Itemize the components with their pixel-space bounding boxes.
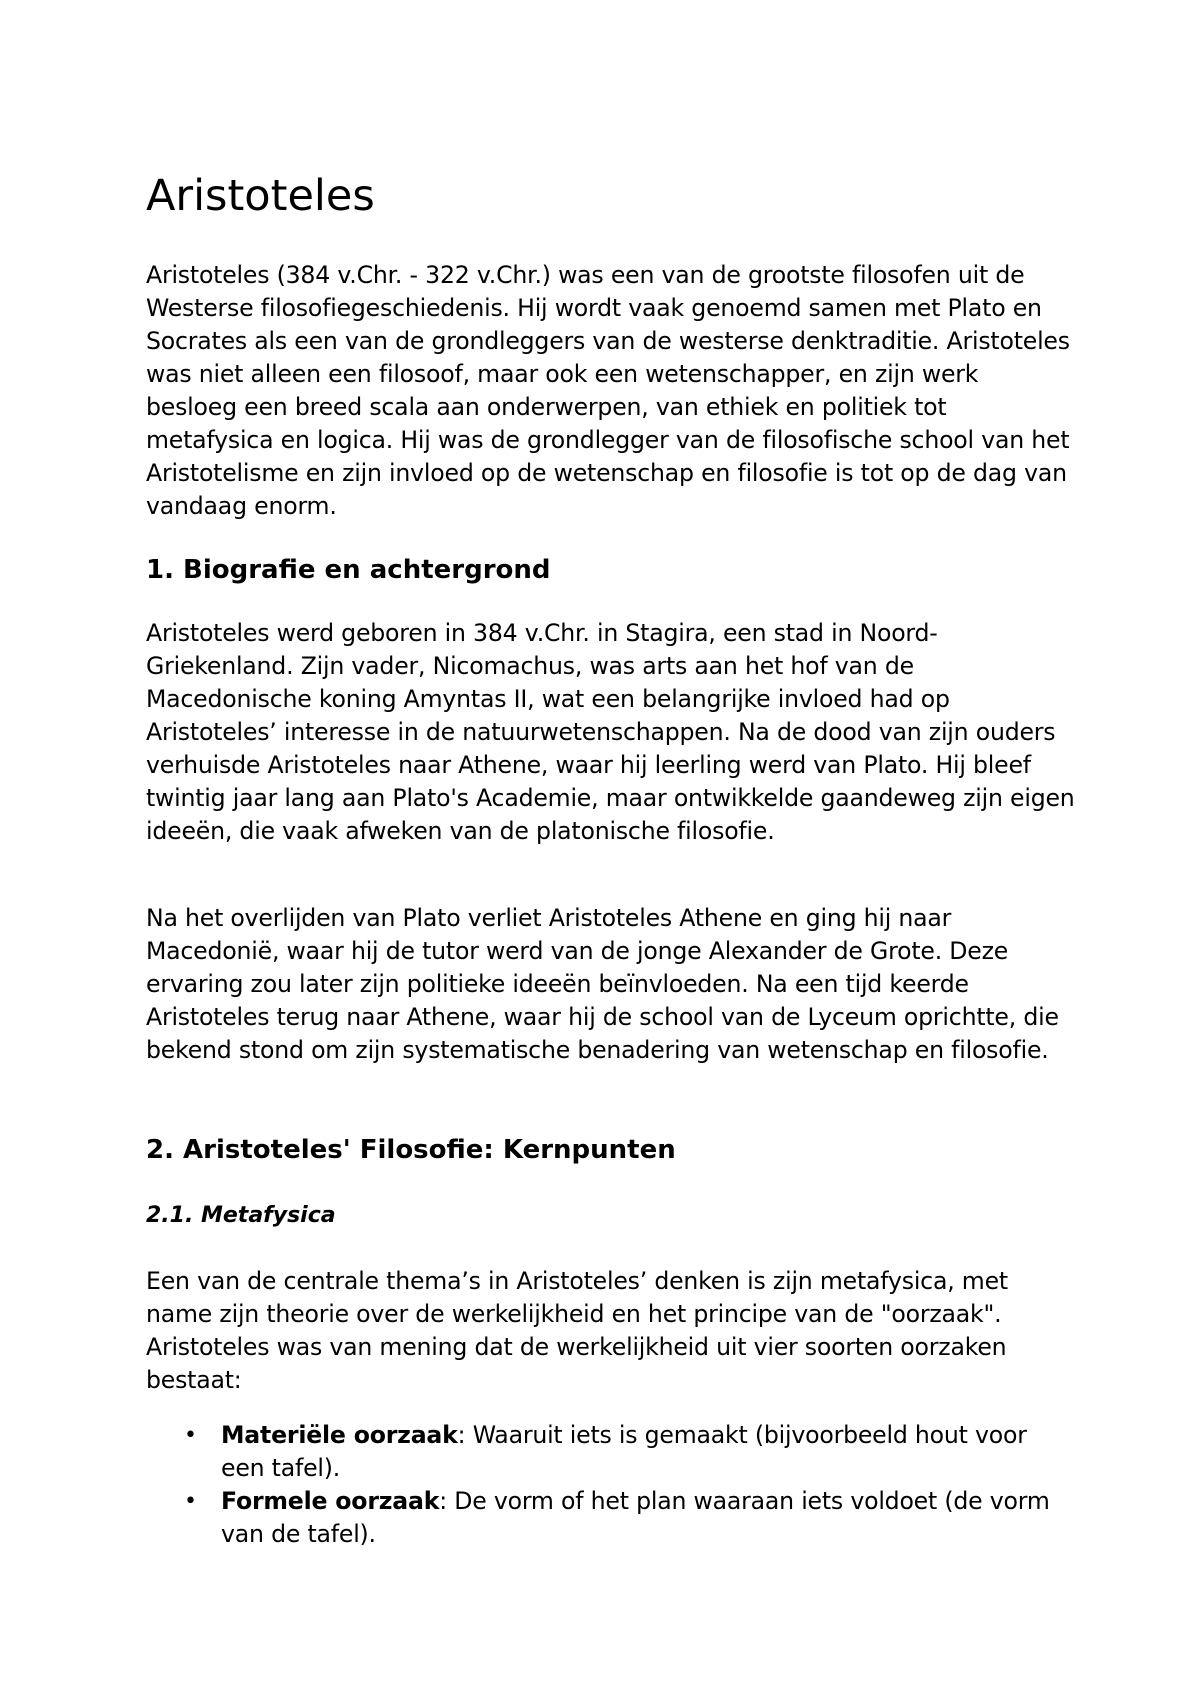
list-item-text: : De vorm of het plan waaraan iets voldoet (de vorm van de tafel). bbox=[221, 1487, 1050, 1548]
intro-paragraph: Aristoteles (384 v.Chr. - 322 v.Chr.) was een van de grootste filosofen uit de Westerse filosofiegeschiedenis. Hij wordt vaak genoemd samen met Plato en Socrates als een van de grondleggers van de westerse denktraditie. Aristoteles was niet alleen een filosoof, maar ook een wetenschapper, en zijn werk besloeg een breed scala aan onderwerpen, van ethiek en politiek tot metafysica en logica. Hij was de grondlegger van de filosofische school van het Aristotelisme en zijn invloed op de wetenschap en filosofie is tot op de dag van vandaag enorm. bbox=[146, 261, 1070, 520]
list-item-term: Materiële oorzaak bbox=[221, 1421, 458, 1449]
section-1-paragraph-2: Na het overlijden van Plato verliet Aristoteles Athene en ging hij naar Macedonië, waar hij de tutor werd van de jonge Alexander de Grote. Deze ervaring zou later zijn politieke ideeën beïnvloeden. Na een tijd keerde Aristoteles terug naar Athene, waar hij de school van de Lyceum oprichtte, die bekend stond om zijn systematische benadering van wetenschap en filosofie. bbox=[146, 904, 1059, 1064]
list-item bbox=[146, 1419, 1076, 1485]
section-2-heading: 2. Aristoteles' Filosofie: Kernpunten bbox=[146, 1135, 676, 1165]
document-title: Aristoteles bbox=[146, 171, 375, 221]
list-item-text: : Waaruit iets is gemaakt (bijvoorbeeld hout voor een tafel). bbox=[221, 1421, 1027, 1482]
list-item bbox=[146, 1485, 1076, 1551]
causes-list bbox=[146, 1419, 1076, 1551]
subsection-2-1-heading: 2.1. Metafysica bbox=[146, 1203, 336, 1228]
section-1-paragraph-1: Aristoteles werd geboren in 384 v.Chr. in Stagira, een stad in Noord-Griekenland. Zijn vader, Nicomachus, was arts aan het hof van de Macedonische koning Amyntas II, wat een belangrijke invloed had op Aristoteles’ interesse in de natuurwetenschappen. Na de dood van zijn ouders verhuisde Aristoteles naar Athene, waar hij leerling werd van Plato. Hij bleef twintig jaar lang aan Plato's Academie, maar ontwikkelde gaandeweg zijn eigen ideeën, die vaak afweken van de platonische filosofie. bbox=[146, 619, 1075, 845]
list-item-term: Formele oorzaak bbox=[221, 1487, 440, 1515]
bullet-icon: • bbox=[184, 1423, 197, 1448]
subsection-2-1-paragraph: Een van de centrale thema’s in Aristoteles’ denken is zijn metafysica, met name zijn theorie over de werkelijkheid en het principe van de "oorzaak". Aristoteles was van mening dat de werkelijkheid uit vier soorten oorzaken bestaat: bbox=[146, 1267, 1008, 1394]
bullet-icon: • bbox=[184, 1489, 197, 1514]
section-1-heading: 1. Biografie en achtergrond bbox=[146, 555, 551, 585]
